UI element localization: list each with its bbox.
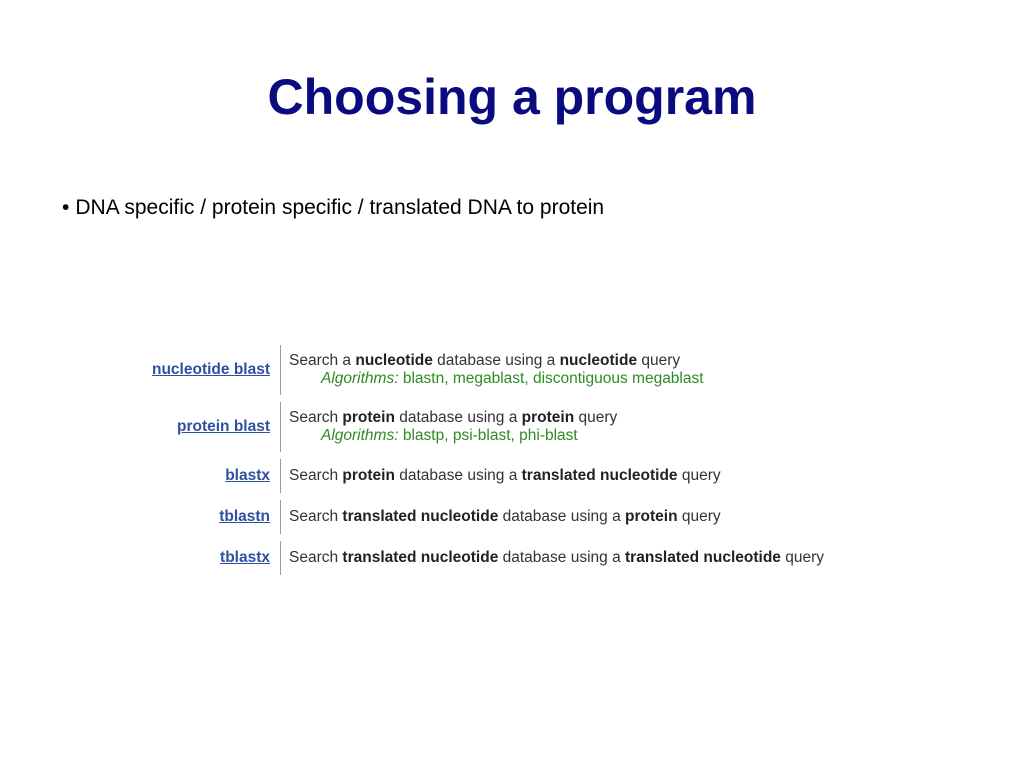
- description-text: Search: [289, 508, 343, 525]
- program-row: [130, 541, 910, 575]
- description-keyword: protein: [342, 409, 395, 426]
- description-text: query: [780, 549, 825, 566]
- program-link[interactable]: tblastn: [219, 508, 270, 525]
- algorithms-list: blastn, megablast, discontiguous megablast: [402, 370, 704, 387]
- program-row: [130, 500, 910, 534]
- description-text: query: [677, 467, 721, 484]
- description-text: query: [677, 508, 721, 525]
- program-description: [280, 500, 721, 534]
- description-line: [289, 549, 824, 567]
- program-link[interactable]: nucleotide blast: [152, 361, 270, 378]
- description-keyword: protein: [625, 508, 678, 525]
- description-text: Search: [289, 549, 343, 566]
- program-row: [130, 402, 910, 452]
- algorithms-line: [289, 370, 704, 388]
- bullet-marker: •: [62, 196, 70, 219]
- program-name-cell: [130, 402, 280, 452]
- slide-title: Choosing a program: [267, 69, 757, 125]
- description-keyword: translated nucleotide: [342, 549, 499, 566]
- program-row: [130, 459, 910, 493]
- algorithms-label: Algorithms:: [321, 427, 399, 444]
- program-name-cell: [130, 459, 280, 493]
- program-name-cell: [130, 345, 280, 395]
- program-description: [280, 541, 824, 575]
- program-link[interactable]: protein blast: [176, 418, 270, 435]
- description-text: query: [637, 352, 681, 369]
- description-keyword: nucleotide: [355, 352, 433, 369]
- bullet-item: [62, 194, 604, 222]
- program-description: [280, 459, 721, 493]
- description-text: database using a: [498, 549, 626, 566]
- bullet-text: DNA specific / protein specific / translated DNA to protein: [75, 196, 605, 219]
- description-text: query: [574, 409, 618, 426]
- description-text: Search: [289, 409, 343, 426]
- program-link[interactable]: tblastx: [220, 549, 270, 566]
- algorithms-label: Algorithms:: [321, 370, 399, 387]
- algorithms-line: [289, 427, 617, 445]
- description-line: [289, 352, 704, 370]
- program-link[interactable]: blastx: [225, 467, 270, 484]
- description-keyword: protein: [521, 409, 575, 426]
- description-text: Search a: [289, 352, 356, 369]
- program-name-cell: [130, 500, 280, 534]
- description-line: [289, 508, 721, 526]
- program-description: [280, 402, 617, 452]
- algorithms-list: blastp, psi-blast, phi-blast: [402, 427, 578, 444]
- description-line: [289, 467, 721, 485]
- description-text: database using a: [394, 409, 522, 426]
- description-keyword: protein: [342, 467, 395, 484]
- description-keyword: translated nucleotide: [342, 508, 499, 525]
- program-row: [130, 345, 910, 395]
- program-description: [280, 345, 704, 395]
- description-text: database using a: [498, 508, 626, 525]
- description-keyword: nucleotide: [559, 352, 638, 369]
- description-keyword: translated nucleotide: [625, 549, 781, 566]
- blast-program-table: [130, 345, 910, 582]
- description-text: database using a: [394, 467, 522, 484]
- description-text: Search: [289, 467, 343, 484]
- description-text: database using a: [432, 352, 560, 369]
- description-line: [289, 409, 617, 427]
- program-name-cell: [130, 541, 280, 575]
- description-keyword: translated nucleotide: [521, 467, 678, 484]
